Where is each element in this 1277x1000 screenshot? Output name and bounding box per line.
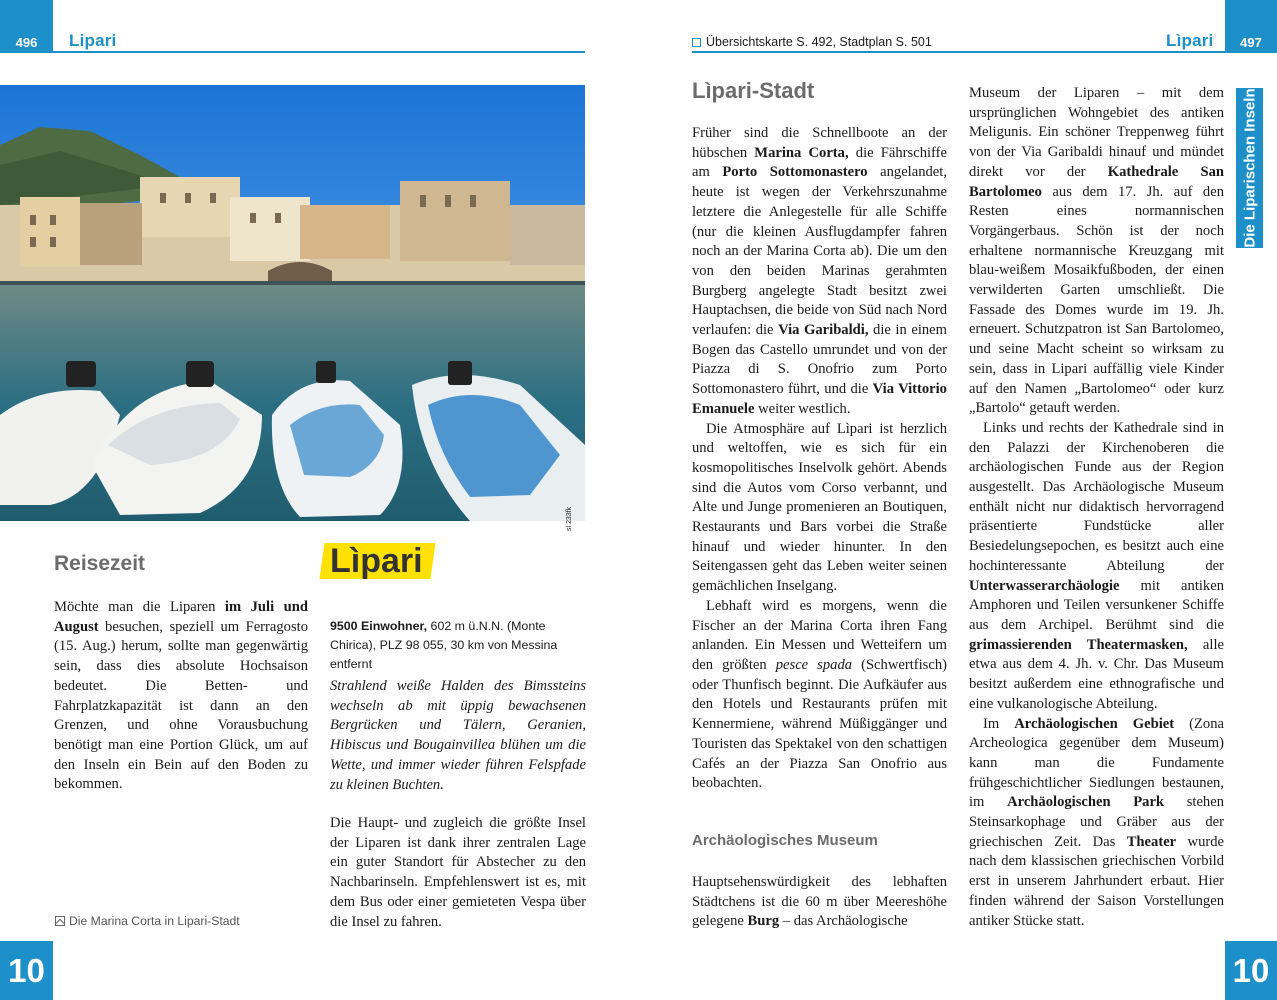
bold-term: Via Vittorio Emanuele [692,381,947,417]
col1-paragraph-4 [692,873,947,932]
text-run: besuchen, speziell um Ferragosto (15. Aug.) herum, sollte man gegenwärtig sein, dass dies absolute Hochsaison bedeutet. Die Betten- und Fahrplatzkapazität ist dann an den Grenzen, und ohne Vorausbuchung benötigt man eine Portion Glück, um auf den Inseln ein Bein auf den Boden zu bekommen. [54,618,308,793]
running-title-left: Lipari [69,31,117,50]
italic-term: pesce spada [775,656,853,673]
chapter-number-right [1225,941,1277,1000]
bold-term: Burg [747,913,780,930]
text-run: Links und rechts der Kathedrale sind in den Palazzi der Kirchenoberen die archäologischen Funde aus der Region ausgestellt. Das Archäologische Museum enthält nicht nur didaktisch hervorragend präsentierte Fundstücke aller Besiedelungsepochen, es besitzt auch eine hochinteressante Abteilung der [969,419,1224,574]
page-number-right [1225,0,1277,53]
bold-term: Theater [1126,833,1177,850]
text-run: – das Archäologische [779,913,908,930]
text-run: aus dem 17. Jh. auf den Resten eines normannischen Vorgängerbaus. Schön ist der noch erhaltene normannische Kreuzgang mit blau-weißem Mosaikfußboden, der einen verwilderten Garten umschließt. Die Fassade des Domes wurde im 19. Jh. erneuert. Schutzpatron ist San Bartolomeo, und seine Macht scheint so wirksam zu sein, dass in Lipari auffällig viele Kinder auf den Namen „Bartolomeo“ oder kurz „Bartolo“ getauft werden. [969,183,1224,417]
bold-term: Kathedrale San Bartolomeo [969,163,1225,200]
text-run: (Zona Archeologica gegenüber dem Museum) kann man die Fundamente frühgeschichtlicher Siedlungen bestaunen, im [969,715,1224,811]
col1-paragraph-3 [692,597,947,794]
text-run: die Fährschiffe am [692,144,947,181]
bold-term: Via Garibaldi, [778,322,869,339]
col2-paragraph-2 [969,419,1224,715]
text-run: (Schwertfisch) oder Thunfisch beginnt. Die Aufkäufer aus den Hotels und Restaurants prüfen mit Kennermiene, während Müßiggänger und Touristen das Spektakel von den schattigen Cafés an der Piazza San Onofrio aus beobachten. [692,656,947,792]
bold-term: Porto Sottomonastero [722,164,868,181]
photo-icon [55,916,65,926]
side-tab [1236,88,1263,248]
text-run: Museum der Liparen – mit dem ursprünglichen Wohngebiet des antiken Meligunis. Ein schöner Treppenweg führt von der Via Garibaldi hinauf und mündet direkt vor der [969,85,1224,180]
chapter-number-left-text: 10 [8,951,45,989]
section-heading-lipari-stadt: Lìpari-Stadt [692,78,815,103]
photo-caption-text: Die Marina Corta in Lipari-Stadt [69,914,240,928]
lipari-title: Lìpari [330,542,423,580]
photo-caption [55,914,240,928]
column-1 [692,124,947,794]
text-run: wurde nach dem klassischen griechischen Vorbild erst in unserem Jahrhundert erbaut. Hier finden während der Saison Vorstellungen antiker Stücke statt. [969,833,1224,929]
bold-term: grimassierenden Theatermasken, [969,636,1188,653]
text-run: 602 m ü.N.N. (Monte Chirica), PLZ 98 055, 30 km von Messina entfernt [330,619,558,671]
bold-term: 9500 Einwohner, [330,619,428,633]
text-run: die in einem Bogen das Castello umrundet und von der Piazza di S. Onofrio zum Porto Sottomonastero führt, und die [692,322,947,398]
column-1-bottom [692,873,947,932]
reisezeit-text [54,598,308,795]
chapter-number-right-text: 10 [1232,951,1270,989]
text-run: Lebhaft wird es morgens, wenn die Fischer an der Marina Corta ihren Fang anlanden. Ein Messen und Wetteifern um den größten [692,597,947,673]
text-run: Die Atmosphäre auf Lìpari ist herzlich und weltoffen, wie es sich für ein kosmopolitisches Inselvolk gehört. Abends sind die Autos vom Corso verbannt, und Alte und Junge promenieren an Boutiquen, Restaurants und Bars vorbei die Straße hinauf und wieder hinunter. In den Seitengassen geht das Leben weiter seinen gemächlichen Inselgang. [692,420,947,595]
lipari-paragraph [330,814,586,932]
text-run: angelandet, heute ist wegen der Verkehrszunahme letztere die Anlegestelle für alle Schiffe (nur die kleinen Ausflugdampfer fahren noch an der Marina Corta ab). Die um den von den beiden Marinas gerahmten Burgberg angelegte Stadt besitzt zwei Hauptachsen, die beide von Süd nach Nord verlaufen: die [692,164,947,339]
lipari-intro [330,677,586,795]
text-run: mit antiken Amphoren und Teilen versunkener Schiffe aus dem Archipel. Berühmt sind die [969,577,1224,633]
side-tab-text: Die Liparischen Inseln [1241,88,1258,248]
text-run: Möchte man die Liparen [54,599,225,615]
subheading-museum: Archäologisches Museum [692,832,878,849]
lipari-facts-text [330,619,557,671]
bold-term: Unterwasserarchäologie [969,577,1120,594]
header-rule-left [53,51,585,53]
text-run: Hauptsehenswürdigkeit des lebhaften Städtchens ist die 60 m über Meereshöhe gelegene [692,874,947,930]
text-run: Früher sind die Schnellboote an der hübschen [692,125,947,161]
col2-paragraph-1 [969,84,1224,419]
bold-term: im Juli und August [54,599,308,635]
reisezeit-heading: Reisezeit [54,552,146,575]
header-rule-right [692,51,1225,53]
harbor-photo [0,85,585,521]
column-2 [969,84,1224,931]
running-title-right: Lìpari [1166,31,1214,50]
text-run: Im [983,715,1015,732]
photo-credit: sl 233fk [566,506,573,531]
bold-term: Archäologischen Gebiet [1014,715,1175,732]
text-run: stehen Steinsarkophage und Gräber aus der griechischen Zeit. Das [969,794,1225,850]
bold-term: Marina Corta, [754,144,849,161]
bold-term: Archäologischen Park [1007,794,1165,811]
map-reference-text: Übersichtskarte S. 492, Stadtplan S. 501 [706,35,932,49]
page-number-left [0,0,53,53]
text-run: alle etwa aus dem 4. Jh. v. Chr. Das Museum besitzt außerdem eine ethnografische und eine vulkanologische Abteilung. [969,636,1224,712]
lipari-facts [330,617,586,674]
map-reference [692,35,932,49]
page-number-right-text: 497 [1240,35,1262,50]
col1-paragraph-2 [692,420,947,597]
text-run: weiter westlich. [754,400,851,417]
page-number-left-text: 496 [15,35,38,50]
lipari-paragraph-text: Die Haupt- und zugleich die größte Insel der Liparen ist dank ihrer zentralen Lage ein guter Standort für Abstecher zu den Nachbarinseln. Empfehlenswert ist es, mit dem Bus oder einer gemieteten Vespa über die Insel zu fahren. [330,815,586,930]
reisezeit-paragraph [54,598,308,795]
map-reference-icon [692,38,701,47]
col1-paragraph-1 [692,124,947,420]
lipari-title-highlight [322,543,433,579]
chapter-number-left [0,941,53,1000]
lipari-intro-text: Strahlend weiße Halden des Bimssteins wechseln ab mit üppig bewachsenen Bergrücken und Tälern, Geranien, Hibiscus und Bougainvillea blühen um die Wette, und immer wieder führen Felspfade zu kleinen Buchten. [330,678,586,793]
col2-paragraph-3 [969,715,1224,932]
